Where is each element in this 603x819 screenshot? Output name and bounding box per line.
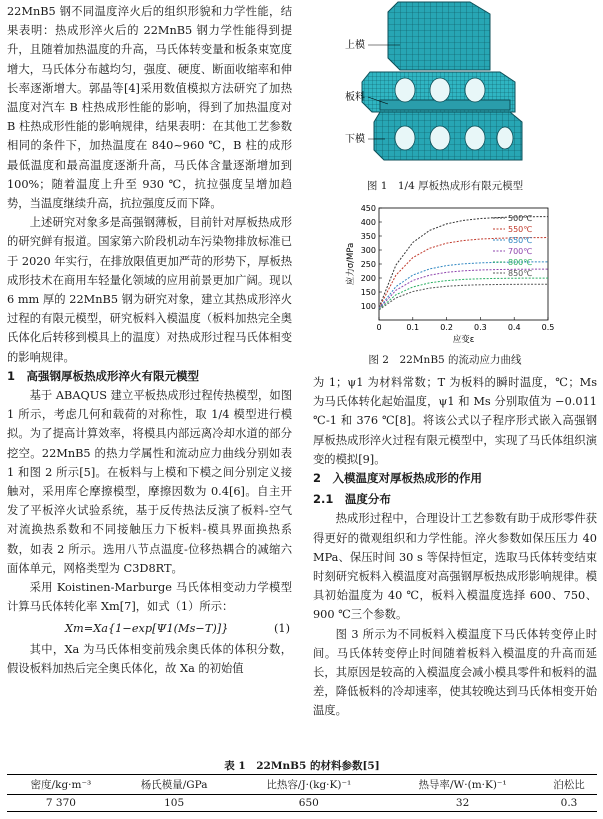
table-header: 热导率/W·(m·K)⁻¹	[384, 775, 541, 795]
left-column	[7, 2, 292, 678]
x-tick-label: 0.4	[507, 323, 521, 332]
y-tick-label: 450	[360, 204, 376, 213]
paragraph: 上述研究对象多是高强钢薄板，目前针对厚板热成形的研究鲜有报道。国家第六阶段机动车污染物排放标准已于 2020 年实行，在排放限值更加严苛的形势下，厚板热成形技术在商用车轻量化领域的应用前景更加广阔。现以 6 mm 厚的 22MnB5 钢为研究对象，建立其热成形淬火过程的有限元模型，研究板料入模温度（板料加热完全奥氏体化后转移到模具上的温度）对热成形过程马氏体相变的影响规律。	[7, 216, 292, 364]
legend-label: 550℃	[508, 225, 533, 234]
label-lower-die: 下模	[345, 134, 365, 145]
table-cell: 105	[115, 795, 234, 812]
legend-label: 850℃	[508, 269, 533, 278]
series-line	[379, 278, 548, 309]
table-header: 比热容/J·(kg·K)⁻¹	[233, 775, 384, 795]
material-table	[7, 774, 597, 812]
table-header: 杨氏模量/GPa	[115, 775, 234, 795]
x-tick-label: 0.1	[406, 323, 420, 332]
flow-stress-chart	[343, 200, 553, 350]
legend-label: 650℃	[508, 236, 533, 245]
legend-label: 700℃	[508, 247, 533, 256]
paragraph: 基于 ABAQUS 建立平板热成形过程传热模型，如图 1 所示，考虑几何和载荷的对称性，取 1/4 模型进行模拟。为了提高计算效率，将模具内部远离冷却水道的部分挖空。22MnB5 的热力学属性和流动应力曲线分别如表 1 和图 2 所示[5]。在板料与上模和下模之间分别定义接触对，采用库仑摩擦模型，摩擦因数为 0.4[6]。自主开发了平板淬火试验系统，基于反传热法反演了板料-空气对流换热系数和不同接触压力下板料-模具界面换热系数，如表 2 所示。选用八节点温度-位移热耦合的减缩六面体单元，网格类型为 C3D8RT。	[7, 389, 292, 575]
equation-body: Xm=Xa{1−exp[Ψ1(Ms−T)]}	[65, 621, 229, 635]
x-tick-label: 0.5	[541, 323, 555, 332]
section-heading: 1 高强钢厚板热成形淬火有限元模型	[7, 368, 199, 383]
section-heading: 2 入模温度对厚板热成形的作用	[313, 471, 482, 486]
y-tick-label: 300	[360, 246, 376, 255]
table-header: 密度/kg·m⁻³	[7, 775, 115, 795]
figure-1-caption: 图 1 1/4 厚板热成形有限元模型	[366, 180, 524, 192]
sheet-blank	[380, 100, 510, 110]
y-tick-label: 350	[360, 232, 376, 241]
label-upper-die: 上模	[345, 40, 365, 51]
paragraph: 22MnB5 钢不同温度淬火后的组织形貌和力学性能，结果表明：热成形淬火后的 22MnB5 钢力学性能得到提升，且随着加热温度的升高，马氏体转变量和板条束宽度增大，马氏体分布越均匀，强度、硬度、断面收缩率和伸长率逐渐增大。郭晶等[4]采用数值模拟方法研究了加热温度对汽车 B 柱热成形性能的影响，得到了加热温度对 B 柱热成形性能的影响规律，结果表明：在其他工艺参数相同的条件下，加热温度在 840~960 ℃，B 柱的成形最低温度和最高温度逐渐升高，马氏体含量逐渐增加到 100%；随着温度上升至 930 ℃，抗拉强度呈增加趋势，当温度继续升高，抗拉强度反而下降。	[7, 5, 292, 211]
paragraph: 热成形过程中，合理设计工艺参数有助于成形零件获得更好的微观组织和力学性能。淬火参数如保压压力 40 MPa、保压时间 30 s 等保持恒定，选取马氏体转变结束时刻研究板料入模温度对高强钢厚板热成形影响规律。模具初始温度为 40 ℃，板料入模温度选择 600、750、900 ℃三个参数。	[313, 512, 597, 622]
table-row	[7, 795, 597, 812]
legend-label: 800℃	[508, 258, 533, 267]
x-tick-label: 0.2	[440, 323, 453, 332]
subsection-heading: 2.1 温度分布	[313, 492, 391, 507]
y-tick-label: 150	[360, 288, 376, 297]
legend-label: 500℃	[508, 214, 533, 223]
label-sheet: 板料	[345, 92, 365, 103]
paragraph: 为 1；ψ1 为材料常数；T 为板料的瞬时温度，℃；Ms 为马氏体转化起始温度，ψ1 和 Ms 分别取值为 −0.011 ℃-1 和 376 ℃[8]。将该公式以子程序形式嵌入高强钢厚板热成形淬火过程有限元模型中，实现了马氏体组织演变的模拟[9]。	[313, 376, 597, 466]
table-cell: 7 370	[7, 795, 115, 812]
figure-2-caption: 图 2 22MnB5 的流动应力曲线	[368, 354, 522, 366]
table-cell: 0.3	[541, 795, 597, 812]
fe-model-figure	[340, 0, 550, 172]
series-line	[379, 284, 548, 310]
table-title: 表 1 22MnB5 的材料参数[5]	[224, 760, 380, 772]
table-cell: 32	[384, 795, 541, 812]
table-cell: 650	[233, 795, 384, 812]
equation	[7, 619, 292, 638]
chart-legend	[493, 214, 532, 278]
paragraph: 图 3 所示为不同板料入模温度下马氏体转变停止时间。马氏体转变停止时间随着板料入模温度的升高而延长，其原因是较高的入模温度会减小模具零件和板料的温差，降低板料的冷却速率，使其较晚达到马氏体相变开始温度。	[313, 627, 597, 718]
x-tick-label: 0.3	[474, 323, 487, 332]
x-tick-label: 0	[376, 323, 382, 332]
right-column	[313, 373, 597, 721]
x-axis-label: 应变ε	[452, 335, 475, 345]
y-tick-label: 400	[360, 218, 376, 227]
table-header: 泊松比	[541, 775, 597, 795]
y-axis-label: 应力σ/MPa	[346, 242, 356, 286]
y-tick-label: 100	[360, 302, 376, 311]
y-tick-label: 200	[360, 274, 376, 283]
equation-number: (1)	[273, 621, 290, 635]
y-tick-label: 250	[360, 260, 376, 269]
paragraph: 其中，Xa 为马氏体相变前残余奥氏体的体积分数，假设板料加热后完全奥氏体化，故 Xa 的初始值	[7, 642, 292, 675]
paragraph: 采用 Koistinen-Marburge 马氏体相变动力学模型计算马氏体转化率 Xm[7]，如式（1）所示：	[7, 581, 292, 614]
